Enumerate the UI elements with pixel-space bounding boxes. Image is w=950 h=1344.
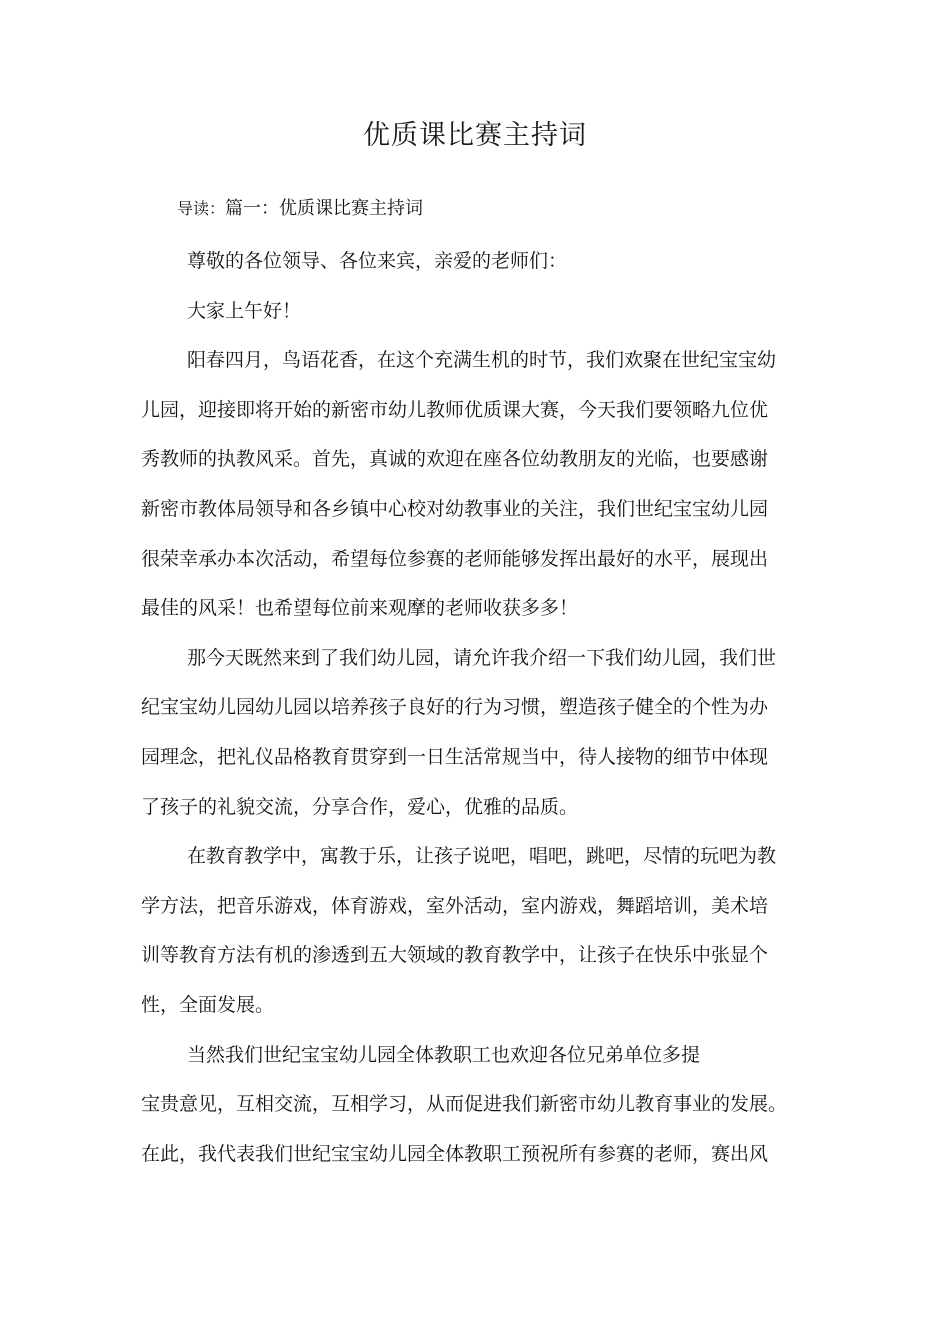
text-line: 纪宝宝幼儿园幼儿园以培养孩子良好的行为习惯，塑造孩子健全的个性为办	[141, 696, 769, 719]
text-line: 训等教育方法有机的渗透到五大领域的教育教学中，让孩子在快乐中张显个	[141, 944, 769, 967]
text-line: 大家上午好！	[187, 299, 302, 322]
text-line: 那今天既然来到了我们幼儿园，请允许我介绍一下我们幼儿园，我们世	[187, 646, 777, 669]
text-line: 学方法，把音乐游戏，体育游戏，室外活动，室内游戏，舞蹈培训，美术培	[141, 894, 769, 917]
text-line: 很荣幸承办本次活动，希望每位参赛的老师能够发挥出最好的水平，展现出	[141, 547, 769, 570]
text-line: 阳春四月，鸟语花香，在这个充满生机的时节，我们欢聚在世纪宝宝幼	[187, 349, 777, 372]
document-title: 优质课比赛主持词	[363, 120, 587, 151]
text-line: 在教育教学中，寓教于乐，让孩子说吧，唱吧，跳吧，尽情的玩吧为教	[187, 845, 777, 868]
text-line: 秀教师的执教风采。首先，真诚的欢迎在座各位幼教朋友的光临，也要感谢	[141, 448, 769, 471]
text-line: 了孩子的礼貌交流，分享合作，爱心，优雅的品质。	[141, 795, 579, 818]
text-line: 在此，我代表我们世纪宝宝幼儿园全体教职工预祝所有参赛的老师，赛出风	[141, 1142, 769, 1165]
text-line: 当然我们世纪宝宝幼儿园全体教职工也欢迎各位兄弟单位多提	[187, 1043, 701, 1066]
body-text	[141, 237, 821, 1179]
text-line: 性，全面发展。	[141, 993, 275, 1016]
text-line: 儿园，迎接即将开始的新密市幼儿教师优质课大赛，今天我们要领略九位优	[141, 398, 769, 421]
text-line: 园理念，把礼仪品格教育贯穿到一日生活常规当中，待人接物的细节中体现	[141, 745, 769, 768]
lead-line	[177, 195, 423, 223]
text-line: 新密市教体局领导和各乡镇中心校对幼教事业的关注，我们世纪宝宝幼儿园	[141, 497, 769, 520]
text-line: 尊敬的各位领导、各位来宾，亲爱的老师们：	[187, 250, 568, 272]
lead-prefix: 导读：	[177, 199, 226, 218]
lead-text: 篇一：优质课比赛主持词	[225, 198, 424, 219]
text-line: 最佳的风采！也希望每位前来观摩的老师收获多多！	[141, 597, 579, 620]
text-line: 宝贵意见，互相交流，互相学习，从而促进我们新密市幼儿教育事业的发展。	[141, 1093, 788, 1116]
